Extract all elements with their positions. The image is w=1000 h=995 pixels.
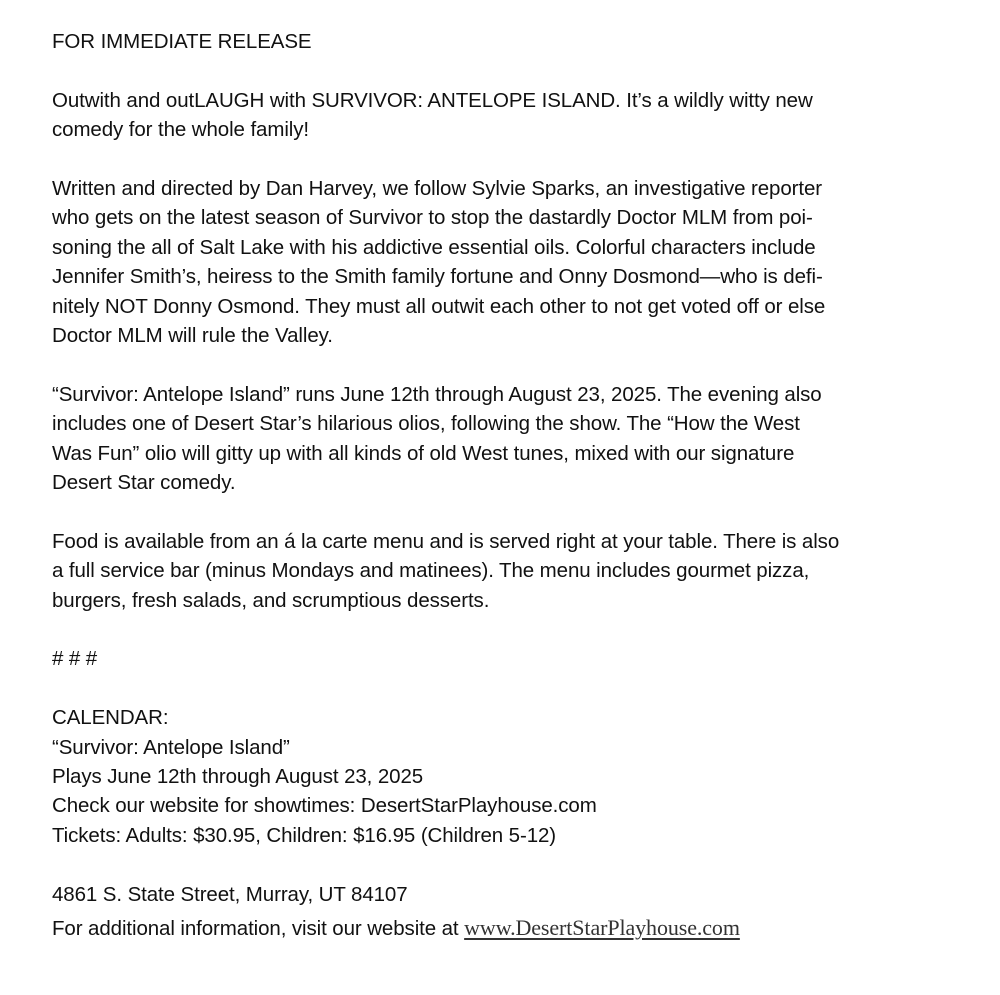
run-info-paragraph [52, 380, 972, 498]
spacer [52, 497, 972, 526]
food-line: burgers, fresh salads, and scrumptious desserts. [52, 588, 490, 612]
food-line: Food is available from an á la carte menu and is served right at your table. There is also [52, 529, 840, 553]
spacer [52, 145, 972, 174]
calendar-tickets: Tickets: Adults: $30.95, Children: $16.95 (Children 5-12) [52, 823, 557, 847]
synopsis-line: nitely NOT Donny Osmond. They must all outwit each other to not get voted off or else [52, 294, 826, 318]
divider-marks: # # # [52, 647, 98, 671]
synopsis-line: who gets on the latest season of Survivor to stop the dastardly Doctor MLM from poi- [52, 206, 813, 230]
calendar-block [52, 703, 972, 850]
intro-paragraph [52, 86, 972, 145]
website-link[interactable]: www.DesertStarPlayhouse.com [464, 915, 740, 941]
intro-line: comedy for the whole family! [52, 118, 309, 142]
spacer [52, 850, 972, 879]
spacer [52, 350, 972, 379]
spacer [52, 615, 972, 644]
release-label-text: FOR IMMEDIATE RELEASE [52, 30, 312, 53]
contact-block [52, 880, 972, 944]
calendar-dates: Plays June 12th through August 23, 2025 [52, 765, 424, 789]
calendar-showtimes: Check our website for showtimes: DesertStarPlayhouse.com [52, 794, 597, 818]
run-info-line: Was Fun” olio will gitty up with all kinds of old West tunes, mixed with our signature [52, 441, 795, 465]
section-divider [52, 644, 972, 673]
synopsis-line: soning the all of Salt Lake with his addictive essential oils. Colorful characters include [52, 235, 816, 259]
run-info-line: “Survivor: Antelope Island” runs June 12th through August 23, 2025. The evening also [52, 382, 822, 406]
contact-info-prefix: For additional information, visit our website at [52, 917, 465, 941]
spacer [52, 674, 972, 703]
food-paragraph [52, 527, 972, 615]
calendar-heading: CALENDAR: [52, 706, 169, 730]
contact-info-line [52, 913, 972, 943]
synopsis-paragraph [52, 174, 972, 350]
run-info-line: Desert Star comedy. [52, 471, 236, 495]
synopsis-line: Doctor MLM will rule the Valley. [52, 324, 333, 348]
synopsis-line: Jennifer Smith’s, heiress to the Smith family fortune and Onny Dosmond—who is defi- [52, 265, 823, 289]
spacer [52, 56, 972, 85]
synopsis-line: Written and directed by Dan Harvey, we follow Sylvie Sparks, an investigative reporter [52, 177, 822, 200]
contact-address: 4861 S. State Street, Murray, UT 84107 [52, 882, 408, 906]
calendar-title: “Survivor: Antelope Island” [52, 735, 290, 759]
intro-line: Outwith and outLAUGH with SURVIVOR: ANTELOPE ISLAND. It’s a wildly witty new [52, 88, 813, 112]
food-line: a full service bar (minus Mondays and matinees). The menu includes gourmet pizza, [52, 559, 810, 583]
release-label [52, 27, 972, 56]
press-release-document [52, 27, 972, 943]
run-info-line: includes one of Desert Star’s hilarious olios, following the show. The “How the West [52, 412, 800, 436]
